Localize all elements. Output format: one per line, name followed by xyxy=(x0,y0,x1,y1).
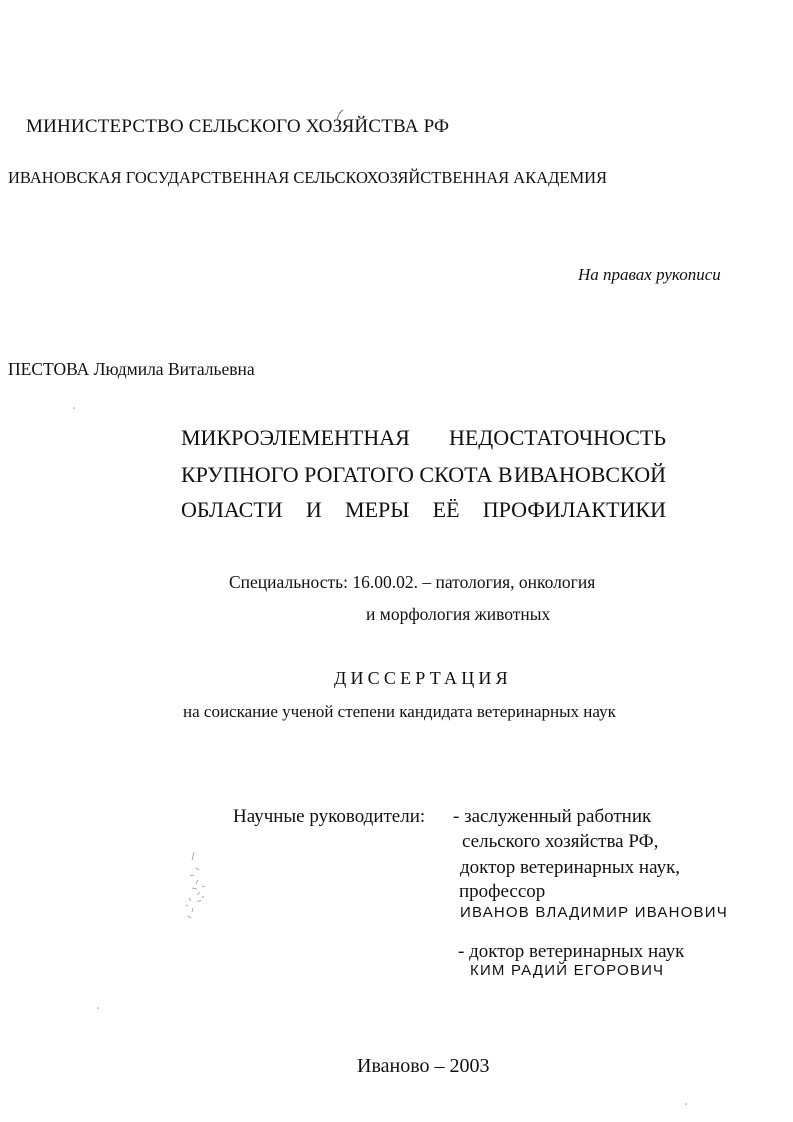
scan-dot xyxy=(96,1006,100,1010)
scan-dot xyxy=(684,1102,688,1106)
title-word: ЕЁ xyxy=(432,497,460,522)
supervisor-1-title-line-4: профессор xyxy=(459,881,546,902)
academy-name: ИВАНОВСКАЯ ГОСУДАРСТВЕННАЯ СЕЛЬСКОХОЗЯЙСТВЕННАЯ АКАДЕМИЯ xyxy=(8,168,608,187)
title-word: НЕДОСТАТОЧНОСТЬ xyxy=(448,425,666,450)
supervisor-1-title-line-2: сельского хозяйства РФ, xyxy=(462,831,659,852)
title-word: КРУПНОГО РОГАТОГО СКОТА В xyxy=(181,462,513,487)
title-word: ИВАНОВСКОЙ xyxy=(513,462,666,487)
scan-stamp-mark xyxy=(180,846,220,926)
supervisors-label: Научные руководители: xyxy=(233,806,426,827)
title-word: ПРОФИЛАКТИКИ xyxy=(482,497,666,522)
supervisor-1-title-line-3: доктор ветеринарных наук, xyxy=(460,857,681,878)
title-word: ОБЛАСТИ xyxy=(181,497,283,522)
dissertation-title-line-1 xyxy=(181,425,666,451)
supervisor-2-name: КИМ РАДИЙ ЕГОРОВИЧ xyxy=(470,962,665,979)
scan-pen-mark xyxy=(334,108,346,122)
dissertation-title-line-2 xyxy=(181,462,666,488)
title-word: И xyxy=(305,497,322,522)
supervisor-2-title: - доктор ветеринарных наук xyxy=(458,941,685,962)
title-word: МЕРЫ xyxy=(345,497,410,522)
supervisor-1-title-line-1: - заслуженный работник xyxy=(453,806,652,827)
dissertation-title-line-3 xyxy=(181,497,666,523)
title-word: МИКРОЭЛЕМЕНТНАЯ xyxy=(181,425,410,450)
ministry-name: МИНИСТЕРСТВО СЕЛЬСКОГО ХОЗЯЙСТВА РФ xyxy=(26,116,450,137)
dissertation-heading: ДИССЕРТАЦИЯ xyxy=(334,668,512,688)
degree-line: на соискание ученой степени кандидата ветеринарных наук xyxy=(183,702,616,721)
scan-dot xyxy=(72,406,76,410)
city-year: Иваново – 2003 xyxy=(357,1055,490,1077)
author-name: ПЕСТОВА Людмила Витальевна xyxy=(8,359,255,379)
supervisor-1-name: ИВАНОВ ВЛАДИМИР ИВАНОВИЧ xyxy=(460,904,728,921)
specialty-line-2: и морфология животных xyxy=(366,604,551,624)
manuscript-note: На правах рукописи xyxy=(578,265,721,284)
specialty-line-1: Специальность: 16.00.02. – патология, онкология xyxy=(229,572,596,592)
